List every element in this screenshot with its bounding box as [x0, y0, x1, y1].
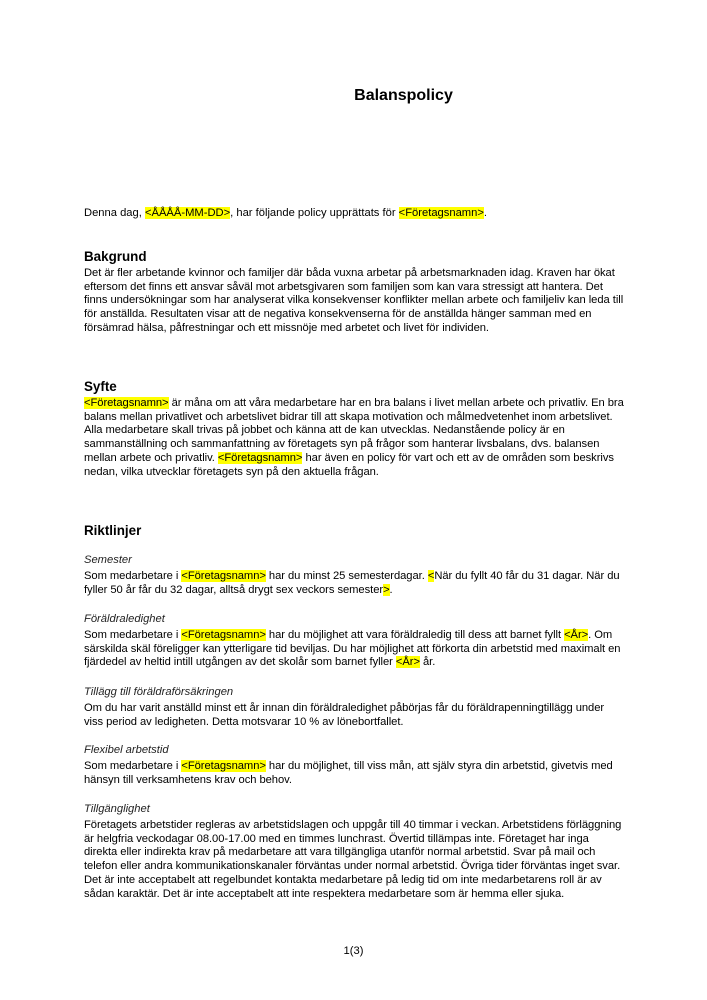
- subheading-semester: Semester: [84, 554, 132, 566]
- subheading-foraldraledighet: Föräldraledighet: [84, 613, 165, 625]
- intro-text: , har följande policy upprättats för: [230, 207, 399, 219]
- document-title: Balanspolicy: [354, 87, 453, 104]
- placeholder-close: >: [383, 583, 390, 596]
- paragraph-syfte: [84, 397, 624, 479]
- syfte-text: har även en policy för vart och ett av de områden som beskrivs nedan, vilka utvecklar företagets syn på den aktuella frågan.: [84, 451, 614, 478]
- flexibel-text: Som medarbetare i: [84, 760, 182, 772]
- semester-text: .: [389, 583, 393, 596]
- heading-syfte: Syfte: [84, 379, 117, 394]
- paragraph-tillganglighet: Företagets arbetstider regleras av arbetstidslagen och uppgår till 40 timmar i veckan. Arbetstidens förläggning är helgfria veckodagar 08.00-17.00 med en timmes lunchrast. Övertid tillämpas inte. Företaget har inga direkta eller indirekta krav på medarbetare att vara tillgängliga utanför normal arbetstid. Svar på mail och telefon eller andra kommunikationskanaler förväntas under normal arbetstid. Övriga tider förväntas inget svar. Det är inte acceptabelt att regelbundet kontakta medarbetare på ledig tid om inte medarbetarens roll är av sådan karaktär. Det är inte acceptabelt att inte respektera medarbetare som är hemma eller sjuka.: [84, 819, 622, 900]
- intro-text: .: [483, 207, 487, 219]
- page-number: 1(3): [343, 945, 364, 957]
- company-placeholder: <Företagsnamn>: [181, 570, 266, 582]
- company-placeholder: <Företagsnamn>: [217, 451, 303, 464]
- foraldraledighet-text: . Om särskilda skäl föreligger kan ytterligare tid beviljas. Du har möjlighet att förkorta din arbetstid med maximalt en fjärdedel av heltid intill utgången av det skolår som barnet fyller: [84, 629, 621, 669]
- paragraph-foraldraledighet: [84, 629, 624, 670]
- paragraph-semester: [84, 570, 624, 597]
- placeholder-open: <: [427, 570, 435, 582]
- year-placeholder: <År>: [395, 656, 420, 669]
- flexibel-text: har du möjlighet, till viss mån, att själv styra din arbetstid, givetvis med hänsyn till verksamhetens krav och behov.: [84, 760, 613, 786]
- intro-text: Denna dag,: [84, 207, 145, 219]
- semester-text: har du minst 25 semesterdagar.: [265, 570, 428, 582]
- foraldraledighet-text: år.: [419, 656, 436, 669]
- date-placeholder: <ÅÅÅÅ-MM-DD>: [144, 207, 231, 219]
- foraldraledighet-text: Som medarbetare i: [84, 629, 182, 641]
- company-placeholder: <Företagsnamn>: [398, 207, 484, 219]
- semester-text: Som medarbetare i: [84, 570, 182, 582]
- company-placeholder: <Företagsnamn>: [84, 397, 169, 409]
- syfte-text: är måna om att våra medarbetare har en bra balans i livet mellan arbete och privatliv. En bra balans mellan privatlivet och arbetslivet bidrar till att skapa motivation och målmedvetenhet inom arbetslivet. Alla medarbetare skall trivas på jobbet och känna att de kan utvecklas. Nedanstående policy är en sammanställning och sammanfattning av företagets syn på frågor som hanterar livsbalans, dvs. balansen mellan arbete och privatliv.: [84, 397, 624, 464]
- subheading-flexibel: Flexibel arbetstid: [84, 744, 169, 756]
- heading-bakgrund: Bakgrund: [84, 249, 147, 264]
- heading-riktlinjer: Riktlinjer: [84, 523, 142, 538]
- paragraph-tillagg: Om du har varit anställd minst ett år innan din föräldraledighet påbörjas får du föräldrapenningtillägg under viss period av ledigheten. Detta motsvarar 10 % av lönebortfallet.: [84, 702, 605, 728]
- company-placeholder: <Företagsnamn>: [181, 629, 266, 641]
- company-placeholder: <Företagsnamn>: [181, 760, 266, 772]
- intro-line: [84, 206, 624, 220]
- foraldraledighet-text: har du möjlighet att vara föräldraledig till dess att barnet fyllt: [265, 629, 565, 641]
- semester-text: När du fyllt 40 får du 31 dagar. När du fyller 50 år får du 32 dagar, alltså drygt sex veckors semester: [84, 570, 620, 596]
- subheading-tillagg: Tillägg till föräldraförsäkringen: [84, 686, 234, 698]
- paragraph-flexibel: [84, 760, 624, 787]
- paragraph-bakgrund: Det är fler arbetande kvinnor och familjer där båda vuxna arbetar på arbetsmarknaden idag. Kraven har ökat eftersom det finns ett ansvar såväl mot arbetsgivaren som familjen som kan vara stressigt att hantera. Det finns undersökningar som har analyserat vilka konsekvenser konflikter mellan arbete och familjeliv kan leda till för anställda. Resultaten visar att de negativa konsekvenserna för de anställda hänger samman med en försämrad hälsa, påfrestningar och ett missnöje med arbetet och livet för individen.: [84, 267, 624, 334]
- subheading-tillganglighet: Tillgänglighet: [84, 803, 150, 815]
- year-placeholder: <År>: [564, 629, 589, 641]
